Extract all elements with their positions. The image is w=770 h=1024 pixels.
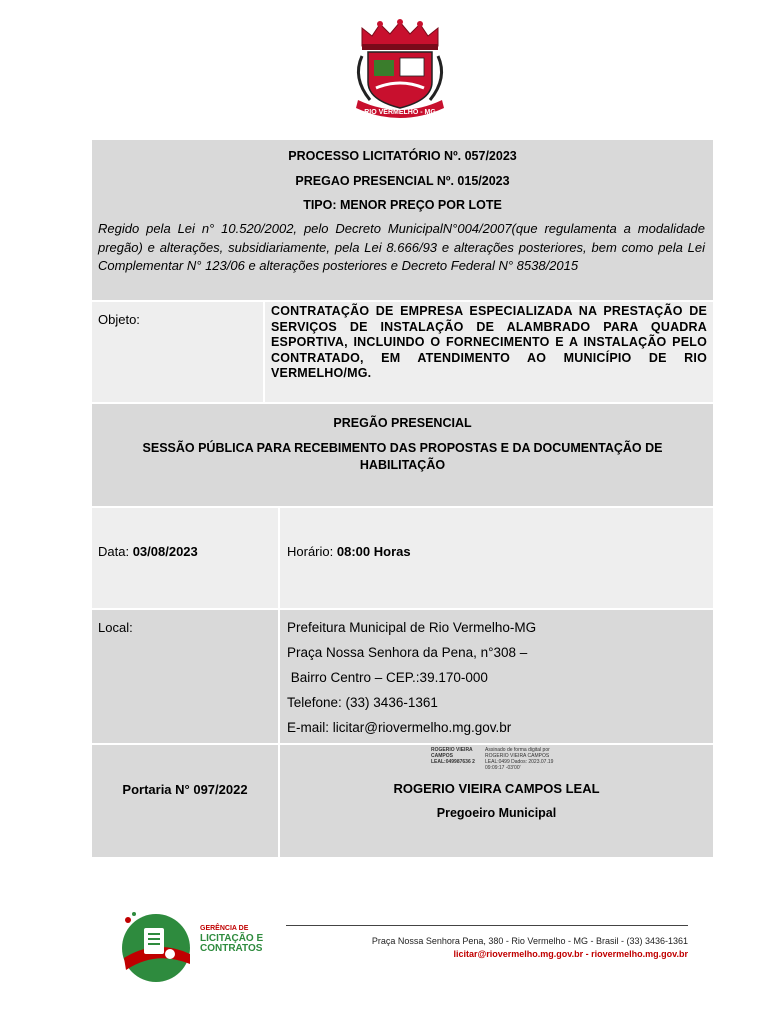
seal-ribbon-text: RIO VERMELHO - MG	[364, 109, 436, 116]
process-header	[92, 140, 713, 300]
local-phone: Telefone: (33) 3436-1361	[287, 695, 438, 710]
logo-line-3: CONTRATOS	[200, 943, 263, 954]
local-line-2: Praça Nossa Senhora da Pena, n°308 –	[287, 645, 528, 660]
signer-role: Pregoeiro Municipal	[436, 806, 557, 820]
local-line-3: Bairro Centro – CEP.:39.170-000	[287, 670, 488, 685]
time-value: 08:00 Horas	[336, 544, 411, 559]
signer-name: ROGERIO VIEIRA CAMPOS LEAL	[393, 781, 600, 796]
stamp-name: ROGERIO VIEIRA CAMPOS LEAL:049987636 2	[431, 747, 475, 765]
time-label: Horário:	[287, 544, 334, 559]
processo-number: PROCESSO LICITATÓRIO Nº. 057/2023	[288, 149, 517, 163]
objeto-text: CONTRATAÇÃO DE EMPRESA ESPECIALIZADA NA PRESTAÇÃO DE SERVIÇOS DE INSTALAÇÃO DE ALAMBRADO PARA QUADRA ESPORTIVA, INCLUINDO O FORNECIMENTO E A INSTALAÇÃO PELO CONTRATADO, EM ATENDIMENTO AO MUNICÍPIO DE RIO VERMELHO/MG.	[271, 304, 707, 380]
objeto-label: Objeto:	[98, 312, 140, 327]
footer-address: Praça Nossa Senhora Pena, 380 - Rio Vermelho - MG - Brasil - (33) 3436-1361	[371, 936, 688, 946]
logo-line-1: GERÊNCIA DE	[200, 925, 249, 932]
footer-contact-link[interactable]: licitar@riovermelho.mg.gov.br - riovermelho.mg.gov.br	[453, 949, 688, 959]
stamp-text: Assinado de forma digital por ROGERIO VIEIRA CAMPOS LEAL:0499 Dados: 2023.07.19 09:09:17 -03'00'	[485, 747, 554, 771]
session-block	[92, 404, 713, 506]
objeto-label-cell	[92, 302, 263, 402]
local-address-cell	[280, 610, 713, 743]
session-subtitle: SESSÃO PÚBLICA PARA RECEBIMENTO DAS PROPOSTAS E DA DOCUMENTAÇÃO DE HABILITAÇÃO	[142, 441, 663, 472]
date-value: 03/08/2023	[132, 544, 198, 559]
session-title: PREGÃO PRESENCIAL	[333, 416, 472, 430]
pregao-number: PREGAO PRESENCIAL Nº. 015/2023	[295, 174, 510, 188]
local-email: E-mail: licitar@riovermelho.mg.gov.br	[287, 720, 512, 735]
municipal-coat-of-arms	[340, 16, 460, 124]
signature-cell	[280, 745, 713, 857]
legal-basis-text: Regido pela Lei n° 10.520/2002, pelo Decreto MunicipalN°004/2007(que regulamenta a modalidade pregão) e alterações, subsidiariamente, pela Lei 8.666/93 e alterações posteriores, bem como pela Lei Complementar N° 123/06 e alterações posteriores e Decreto Federal N° 8538/2015	[98, 221, 705, 273]
local-line-1: Prefeitura Municipal de Rio Vermelho-MG	[287, 620, 537, 635]
date-cell	[92, 508, 278, 608]
objeto-text-cell	[265, 302, 713, 402]
time-cell	[280, 508, 713, 608]
local-label-cell	[92, 610, 278, 743]
date-label: Data:	[98, 544, 130, 559]
portaria-cell	[92, 745, 278, 857]
logo-line-2: LICITAÇÃO E	[200, 933, 264, 944]
digital-signature-stamp	[431, 747, 561, 771]
local-label: Local:	[98, 620, 133, 635]
portaria-number: Portaria N° 097/2022	[122, 782, 248, 797]
licitacao-contratos-logo	[118, 908, 278, 986]
tipo-line: TIPO: MENOR PREÇO POR LOTE	[303, 198, 502, 212]
footer-divider	[286, 925, 688, 926]
